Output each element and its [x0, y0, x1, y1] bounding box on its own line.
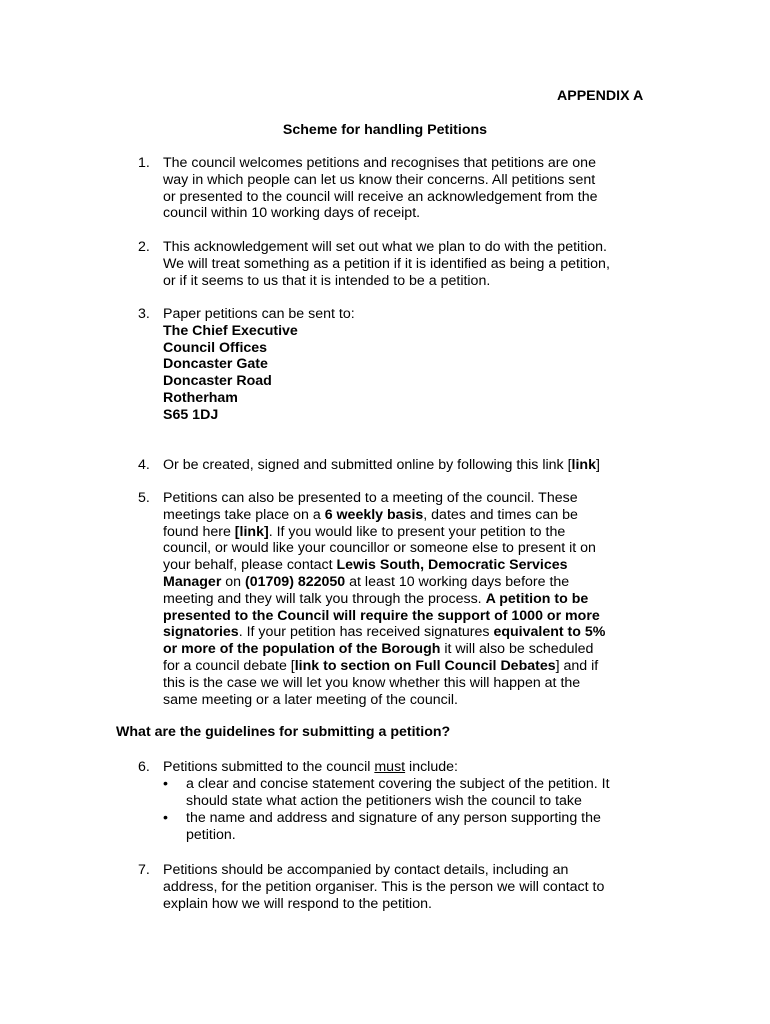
text-line: way in which people can let us know their concerns. All petitions sent: [163, 171, 596, 188]
section-heading: What are the guidelines for submitting a petition?: [116, 724, 451, 740]
paragraph-4: [138, 457, 663, 474]
paragraph-1: [138, 155, 663, 222]
text-line: [163, 457, 663, 474]
text-line: this is the case we will let you know whether this will happen at the: [163, 674, 581, 691]
text-span: equivalent to 5%: [493, 624, 606, 641]
text-span: , dates and times can be: [423, 506, 578, 523]
address-line: Doncaster Gate: [163, 356, 268, 373]
item-number: 1.: [138, 155, 150, 171]
text-span: . If your petition has received signatures: [238, 624, 494, 641]
text-line: Petitions can also be presented to a meeting of the council. These: [163, 490, 578, 506]
item-number: 4.: [138, 457, 150, 473]
text-line: explain how we will respond to the petition.: [163, 895, 432, 912]
text-span: meeting and they will talk you through the process.: [163, 590, 486, 607]
text-line: [163, 557, 663, 574]
text-span: ]: [595, 457, 600, 473]
text-span: found here: [163, 523, 235, 540]
text-line: [163, 608, 663, 625]
text-span: 6 weekly basis: [324, 506, 424, 523]
text-span: on: [221, 573, 246, 590]
item-number: 2.: [138, 239, 150, 255]
text-line: the name and address and signature of any person supporting the: [186, 810, 601, 826]
text-line: Paper petitions can be sent to:: [163, 306, 355, 322]
paragraph-3: [138, 306, 663, 424]
bullet-item: [163, 776, 663, 810]
item-number: 7.: [138, 862, 150, 878]
text-span: for a council debate [: [163, 657, 295, 674]
item-number: 5.: [138, 490, 150, 506]
paragraph-7: [138, 862, 663, 912]
text-line: This acknowledgement will set out what we plan to do with the petition.: [163, 239, 607, 255]
text-span: . If you would like to present your petition to the: [268, 523, 566, 540]
bullet-dot: •: [163, 810, 168, 826]
item-number: 3.: [138, 306, 150, 322]
text-line: [163, 641, 663, 658]
contact-name: Lewis South, Democratic Services: [336, 557, 568, 574]
online-link[interactable]: link: [571, 457, 596, 473]
appendix-label: APPENDIX A: [557, 88, 644, 104]
text-line: should state what action the petitioners wish the council to take: [186, 792, 582, 809]
text-span: signatories: [163, 624, 239, 641]
text-span: Petitions submitted to the council: [163, 759, 375, 775]
document-title: Scheme for handling Petitions: [282, 122, 488, 138]
text-line: [163, 624, 663, 641]
meetings-link[interactable]: [link]: [234, 523, 269, 540]
emphasis: must: [374, 759, 406, 775]
text-line: council, or would like your councillor or someone else to present it on: [163, 540, 596, 557]
text-line: [163, 574, 663, 591]
text-line: [163, 658, 663, 675]
text-span: meetings take place on a: [163, 506, 325, 523]
text-span: your behalf, please contact: [163, 557, 337, 574]
text-span: Or be created, signed and submitted online by following this link [: [163, 457, 572, 473]
text-span: ] and if: [555, 657, 599, 674]
full-council-debates-link[interactable]: link to section on Full Council Debates: [294, 657, 556, 674]
address-line: Council Offices: [163, 339, 268, 356]
text-span: presented to the Council will require the support of 1000 or more: [163, 607, 600, 624]
text-line: or if it seems to us that it is intended to be a petition.: [163, 272, 491, 289]
bullet-item: [163, 810, 663, 844]
contact-phone: (01709) 822050: [245, 573, 346, 590]
text-line: [163, 524, 663, 541]
paragraph-5: [138, 490, 663, 708]
address-line: S65 1DJ: [163, 406, 219, 423]
text-line: [163, 759, 663, 776]
item-number: 6.: [138, 759, 150, 775]
text-line: The council welcomes petitions and recognises that petitions are one: [163, 155, 596, 171]
address-line: Doncaster Road: [163, 373, 272, 390]
text-span: or more of the population of the Borough: [163, 641, 441, 658]
text-line: Petitions should be accompanied by contact details, including an: [163, 862, 569, 878]
bullet-dot: •: [163, 776, 168, 792]
address-line: Rotherham: [163, 389, 238, 406]
text-line: [163, 507, 663, 524]
text-span: at least 10 working days before the: [345, 573, 570, 590]
text-line: a clear and concise statement covering the subject of the petition. It: [186, 776, 610, 792]
text-span: it will also be scheduled: [440, 641, 594, 658]
text-line: petition.: [186, 826, 236, 843]
text-span: A petition to be: [485, 590, 589, 607]
text-line: same meeting or a later meeting of the council.: [163, 691, 458, 708]
paragraph-6: [138, 759, 663, 776]
text-line: [163, 591, 663, 608]
paragraph-2: [138, 239, 663, 289]
address-line: The Chief Executive: [163, 322, 298, 339]
text-line: or presented to the council will receive an acknowledgement from the: [163, 188, 598, 205]
text-line: We will treat something as a petition if it is identified as being a petition,: [163, 255, 610, 272]
text-line: council within 10 working days of receipt.: [163, 205, 421, 222]
text-span: include:: [405, 759, 458, 775]
text-line: address, for the petition organiser. This is the person we will contact to: [163, 878, 605, 895]
contact-role: Manager: [163, 573, 222, 590]
